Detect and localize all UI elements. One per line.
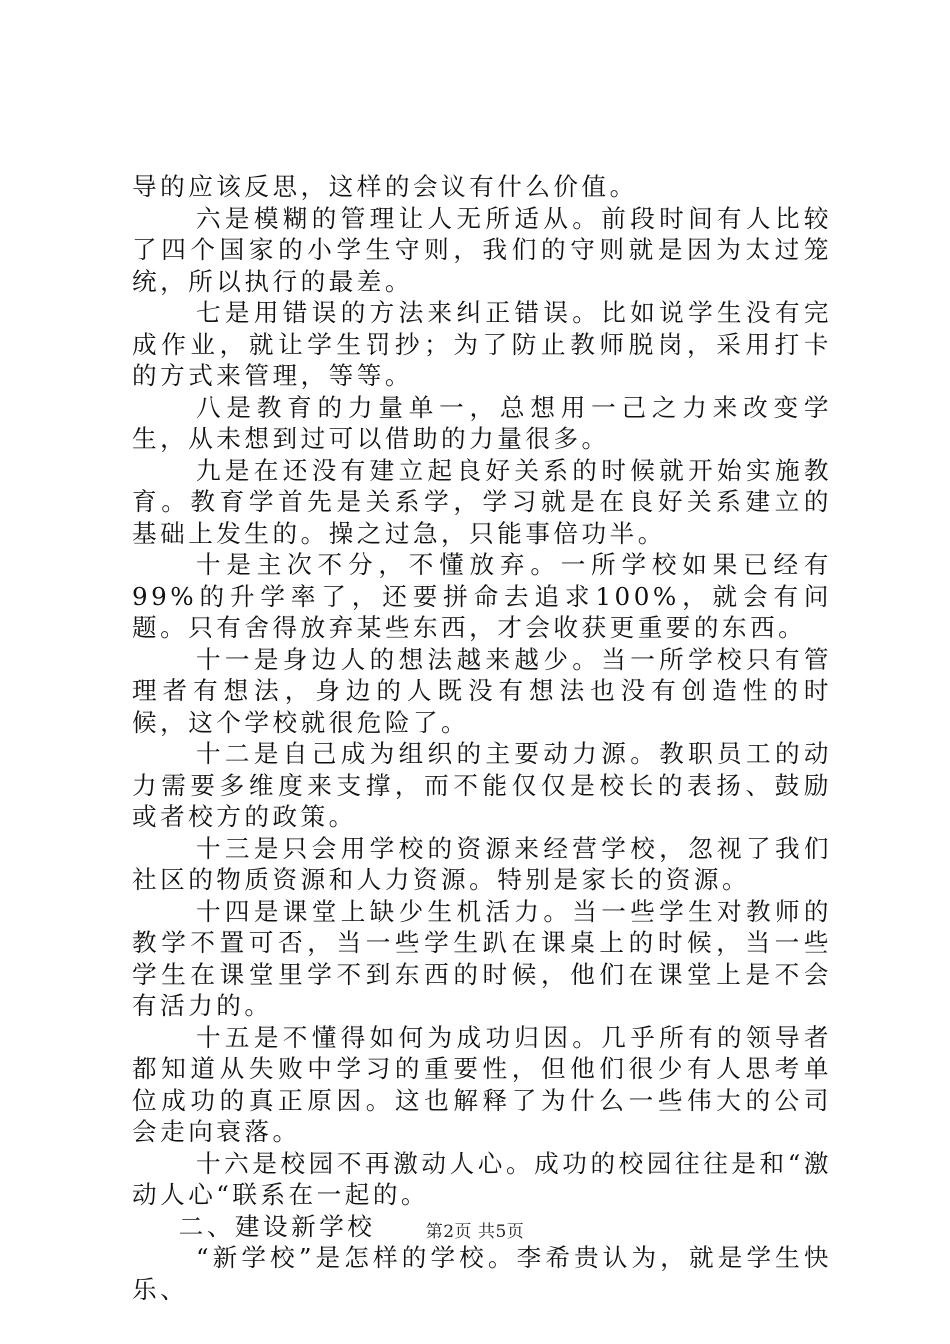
paragraph-item-14: 十四是课堂上缺少生机活力。当一些学生对教师的教学不置可否，当一些学生趴在课桌上的时候，当一些学生在课堂里学不到东西的时候，他们在课堂上是不会有活力的。 (132, 896, 832, 1020)
paragraph-item-9: 九是在还没有建立起良好关系的时候就开始实施教育。教育学首先是关系学，学习就是在良好关系建立的基础上发生的。操之过急，只能事倍功半。 (132, 455, 832, 548)
paragraph-item-10: 十是主次不分，不懂放弃。一所学校如果已经有99%的升学率了，还要拼命去追求100%，就会有问题。只有舍得放弃某些东西，才会收获更重要的东西。 (132, 550, 832, 642)
paragraph-item-16: 十六是校园不再激动人心。成功的校园往往是和“激动人心“联系在一起的。 (132, 1148, 832, 1209)
page-footer: 第2页 共5页 (425, 1222, 525, 1242)
paragraph-item-7: 七是用错误的方法来纠正错误。比如说学生没有完成作业，就让学生罚抄；为了防止教师脱岗，采用打卡的方式来管理，等等。 (132, 298, 832, 390)
paragraph-continuation: 导的应该反思，这样的会议有什么价值。 (132, 172, 638, 201)
paragraph-item-15: 十五是不懂得如何为成功归因。几乎所有的领导者都知道从失败中学习的重要性，但他们很少有人思考单位成功的真正原因。这也解释了为什么一些伟大的公司会走向衰落。 (132, 1022, 832, 1146)
paragraph-item-6: 六是模糊的管理让人无所适从。前段时间有人比较了四个国家的小学生守则，我们的守则就是因为太过笼统，所以执行的最差。 (132, 203, 832, 296)
document-body (132, 171, 832, 1305)
paragraph-item-12: 十二是自己成为组织的主要动力源。教职员工的动力需要多维度来支撑，而不能仅仅是校长的表扬、鼓励或者校方的政策。 (132, 739, 832, 831)
section-heading: 二、建设新学校 (178, 1211, 376, 1241)
paragraph-new-school: “新学校”是怎样的学校。李希贵认为，就是学生快乐、 (132, 1243, 832, 1304)
paragraph-item-11: 十一是身边人的想法越来越少。当一所学校只有管理者有想法，身边的人既没有想法也没有创造性的时候，这个学校就很危险了。 (132, 644, 832, 737)
paragraph-item-13: 十三是只会用学校的资源来经营学校，忽视了我们社区的物质资源和人力资源。特别是家长的资源。 (132, 833, 832, 894)
paragraph-item-8: 八是教育的力量单一，总想用一己之力来改变学生，从未想到过可以借助的力量很多。 (132, 392, 832, 453)
